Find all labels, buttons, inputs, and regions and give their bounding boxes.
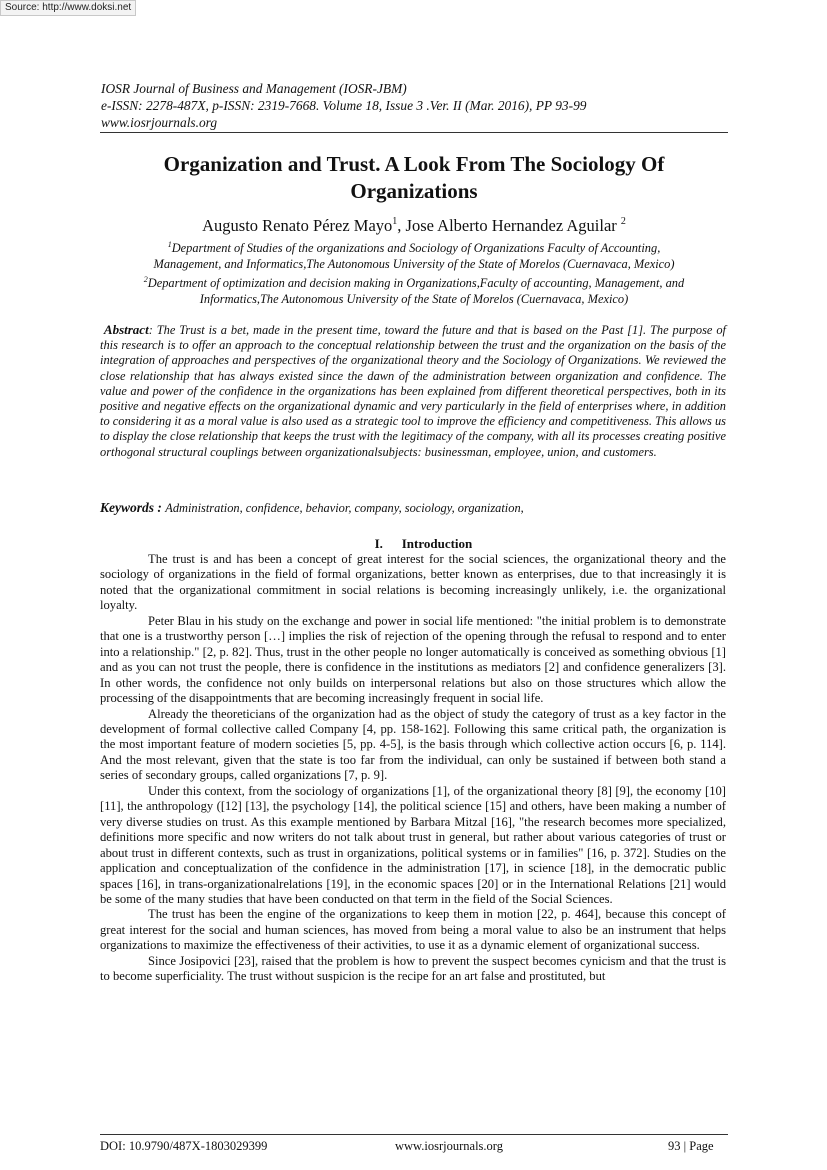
keywords-text: Administration, confidence, behavior, company, sociology, organization, [165,501,524,515]
abstract-text: The Trust is a bet, made in the present time, toward the future and that is based on the Past [1]. The purpose of this research is to offer an approach to the conceptual relationship between the trust and the organization on the basis of the integration of approaches and perspectives of the organizational theory and the Sociology of Organizations. We reviewed the close relationship that has always existed since the dawn of the administration between organization and confidence. The value and power of the confidence in the organizations has been explained from different theoretical perspectives, both in its positive and negative effects on the organizational dynamic and very particularly in the field of enterprises where, in addition to considering it as a moral value is also used as a strategic tool to improve the efficiency and competitiveness. This allows us to display the close relationship that keeps the trust with the legitimacy of the company, with all its processes creating positive orthogonal structural couplings between organizationalsubjects: businessman, employee, union, and customers. [100,323,726,459]
author-list [100,216,728,236]
author-2-affil-mark: 2 [620,216,626,227]
keywords-label: Keywords : [100,500,166,515]
title-line-2: Organizations [350,179,478,203]
section-heading [100,536,728,552]
body-text [100,552,726,985]
paragraph: Since Josipovici [23], raised that the problem is how to prevent the suspect becomes cynicism and that the trust is to become superficiality. The trust without suspicion is the recipe for an art false and prostituted, but [100,953,726,984]
affiliation-1-text: Department of Studies of the organizations and Sociology of Organizations Faculty of Accounting, [171,241,661,255]
affiliation-1-mark: 1 [167,240,172,249]
paragraph: Already the theoreticians of the organization had as the object of study the category of trust as a key factor in the development of formal collective called Company [4, pp. 158-162]. Following this same critical path, the organization is the most important feature of modern societies [5, pp. 4-5], is the basis through which collective action occurs [6, p. 114]. And the most relevant, given that the state is too far from the individual, can only be sustained if between both stand a series of secondary groups, called organizations [7, p. 9]. [100,706,726,783]
affiliation-2-line-2: Informatics,The Autonomous University of the State of Morelos (Cuernavaca, Mexico) [199,292,629,306]
author-1-affil-mark: 1 [392,216,398,227]
title-line-1: Organization and Trust. A Look From The Sociology Of [163,152,665,176]
footer-rule [100,1134,728,1136]
journal-issn: e-ISSN: 2278-487X, p-ISSN: 2319-7668. Volume 18, Issue 3 .Ver. II (Mar. 2016), PP 93-99 [101,98,587,113]
source-label: Source: http://www.doksi.net [0,0,136,16]
header-rule [100,132,728,133]
journal-url[interactable]: www.iosrjournals.org [101,115,218,130]
section-title: Introduction [401,536,473,551]
author-separator: , [397,216,406,235]
paragraph: Peter Blau in his study on the exchange and power in social life mentioned: "the initial problem is to demonstrate that one is a trustworthy person […] implies the risk of rejection of the opening through the refusal to respond and to enter into a relationship." [2, p. 82]. Thus, trust in the other people no longer automatically is conceived as something obvious [1] and as you can not trust the people, there is confidence in the institutions as mediators [2] and confidence generalizers [3]. In other words, the confidence not only builds on interpersonal relations but also on those structures which allow the processing of the disappointments that are becoming increasingly frequent in social life. [100,613,726,706]
footer-doi: DOI: 10.9790/487X-1803029399 [100,1139,268,1153]
keywords [100,500,726,516]
section-number: I. [374,536,383,551]
journal-name: IOSR Journal of Business and Management (IOSR-JBM) [101,81,407,96]
footer-site[interactable]: www.iosrjournals.org [395,1139,503,1153]
affiliation-1-line-1 [100,237,728,256]
footer-page-number: 93 | Page [668,1139,714,1153]
journal-header [101,80,729,131]
affiliation-2-text: Department of optimization and decision making in Organizations,Faculty of accounting, Management, and [147,276,685,290]
affiliation-2-line-1 [100,272,728,291]
paragraph: The trust is and has been a concept of great interest for the social sciences, the organizational theory and the sociology of organizations in the field of formal organizations, better known as enterprises, due to that increasingly it is noted that the organizational commitment in social relations is becoming increasingly unlikely, i.e. the organizational loyalty. [100,552,726,613]
affiliations [100,237,728,307]
abstract-colon: : [148,323,157,337]
abstract-label: Abstract [103,322,149,337]
paper-title [100,151,728,205]
affiliation-2-mark: 2 [143,275,148,284]
abstract [100,322,726,460]
affiliation-1-line-2: Management, and Informatics,The Autonomous University of the State of Morelos (Cuernavaca, Mexico) [153,257,675,271]
paragraph: Under this context, from the sociology of organizations [1], of the organizational theory [8] [9], the economy [10] [11], the anthropology ([12] [13], the psychology [14], the political science [15] and others, have been making a number of very diverse studies on trust. As this example mentioned by Barbara Mitzal [16], "the research becomes more specialized, definitions more specific and now writers do not talk about trust in general, but rather about various categories of trust or about trust in different contexts, such as trust in organizations, political systems or in families" [16, p. 372]. Studies on the application and conceptualization of the confidence in the administration [17], in science [18], in the democratic public spaces [16], in trans-organizationalrelations [19], in the economic spaces [20] or in the International Relations [21] would be some of the many studies that have been conducted on that term in the field of the Social Sciences. [100,783,726,906]
author-1: Augusto Renato Pérez Mayo [202,216,393,235]
author-2: Jose Alberto Hernandez Aguilar [405,216,621,235]
paragraph: The trust has been the engine of the organizations to keep them in motion [22, p. 464], because this concept of great interest for the social and human sciences, has moved from being a moral value to also be an instrument that helps organizations to maximize the effectiveness of their activities, to use it as a dynamic element of organizational success. [100,907,726,953]
